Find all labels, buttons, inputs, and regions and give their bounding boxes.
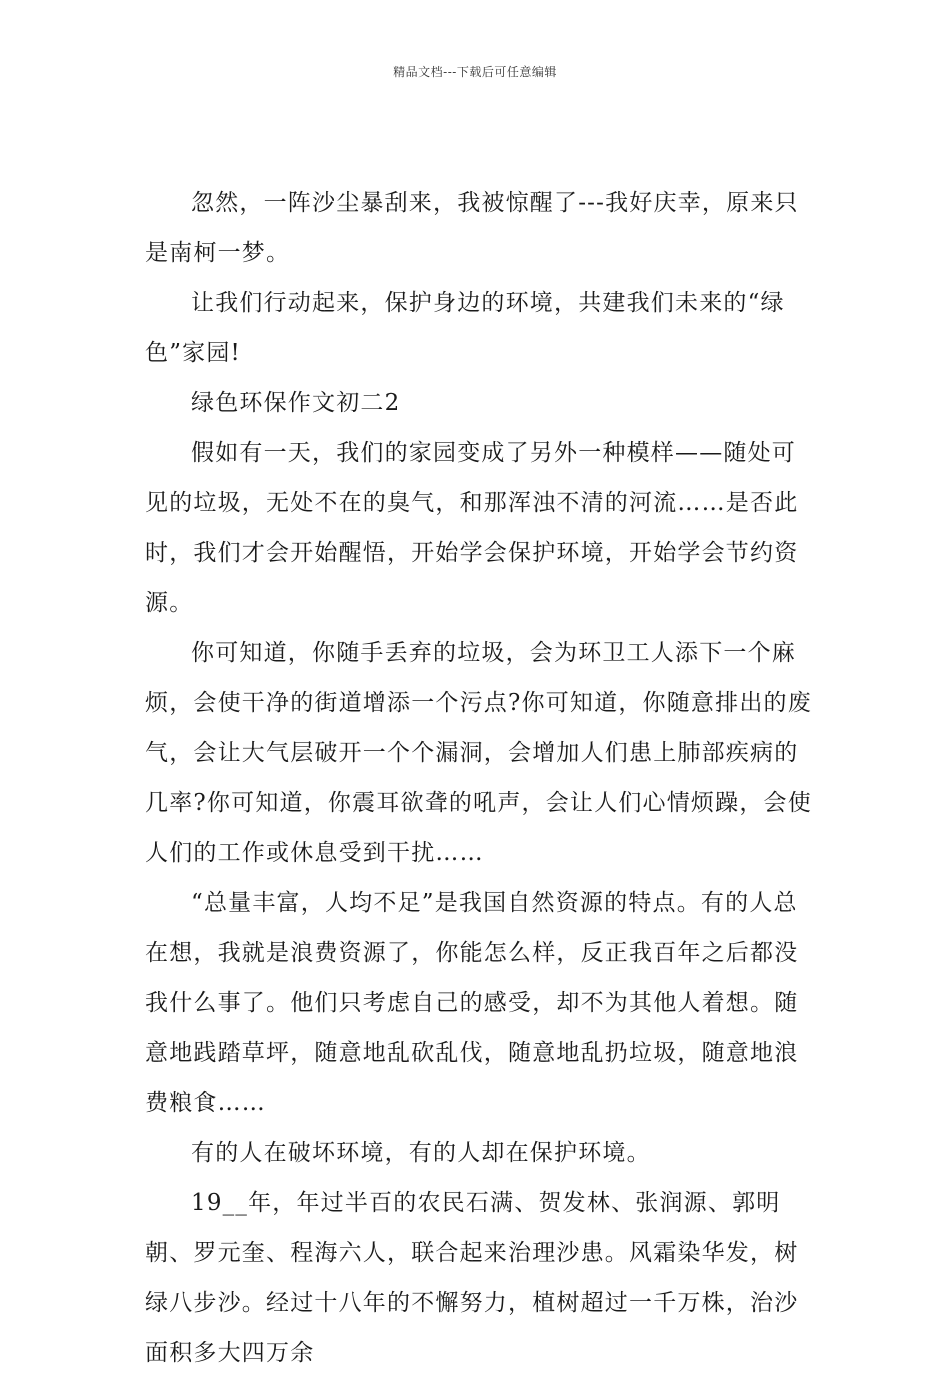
paragraph-contrast: 有的人在破坏环境，有的人却在保护环境。 xyxy=(191,1140,651,1166)
section-title: 绿色环保作文初二2 xyxy=(191,390,401,416)
paragraph-example: 19__年，年过半百的农民石满、贺发林、张润源、郭明朝、罗元奎、程海六人，联合起来治理沙患。风霜染华发，树绿八步沙。经过十八年的不懈努力，植树超过一千万株，治沙面积多大四万余 xyxy=(145,1190,799,1366)
document-body xyxy=(145,178,815,1378)
paragraph-resources: “总量丰富，人均不足”是我国自然资源的特点。有的人总在想，我就是浪费资源了，你能怎么样，反正我百年之后都没我什么事了。他们只考虑自己的感受，却不为其他人着想。随意地践踏草坪，随意地乱砍乱伐，随意地乱扔垃圾，随意地浪费粮食…… xyxy=(145,890,799,1116)
page-header: 精品文档---下载后可任意编辑 xyxy=(393,65,557,79)
paragraph-do-you-know: 你可知道，你随手丢弃的垃圾，会为环卫工人添下一个麻烦，会使干净的街道增添一个污点?你可知道，你随意排出的废气，会让大气层破开一个个漏洞，会增加人们患上肺部疾病的几率?你可知道，你震耳欲聋的吼声，会让人们心情烦躁，会使人们的工作或休息受到干扰…… xyxy=(145,640,812,866)
paragraph-imagine: 假如有一天，我们的家园变成了另外一种模样——随处可见的垃圾，无处不在的臭气，和那浑浊不清的河流……是否此时，我们才会开始醒悟，开始学会保护环境，开始学会节约资源。 xyxy=(145,440,799,616)
paragraph-call-to-action: 让我们行动起来，保护身边的环境，共建我们未来的“绿色”家园! xyxy=(145,290,785,366)
paragraph-awake: 忽然，一阵沙尘暴刮来，我被惊醒了---我好庆幸，原来只是南柯一梦。 xyxy=(145,190,799,266)
